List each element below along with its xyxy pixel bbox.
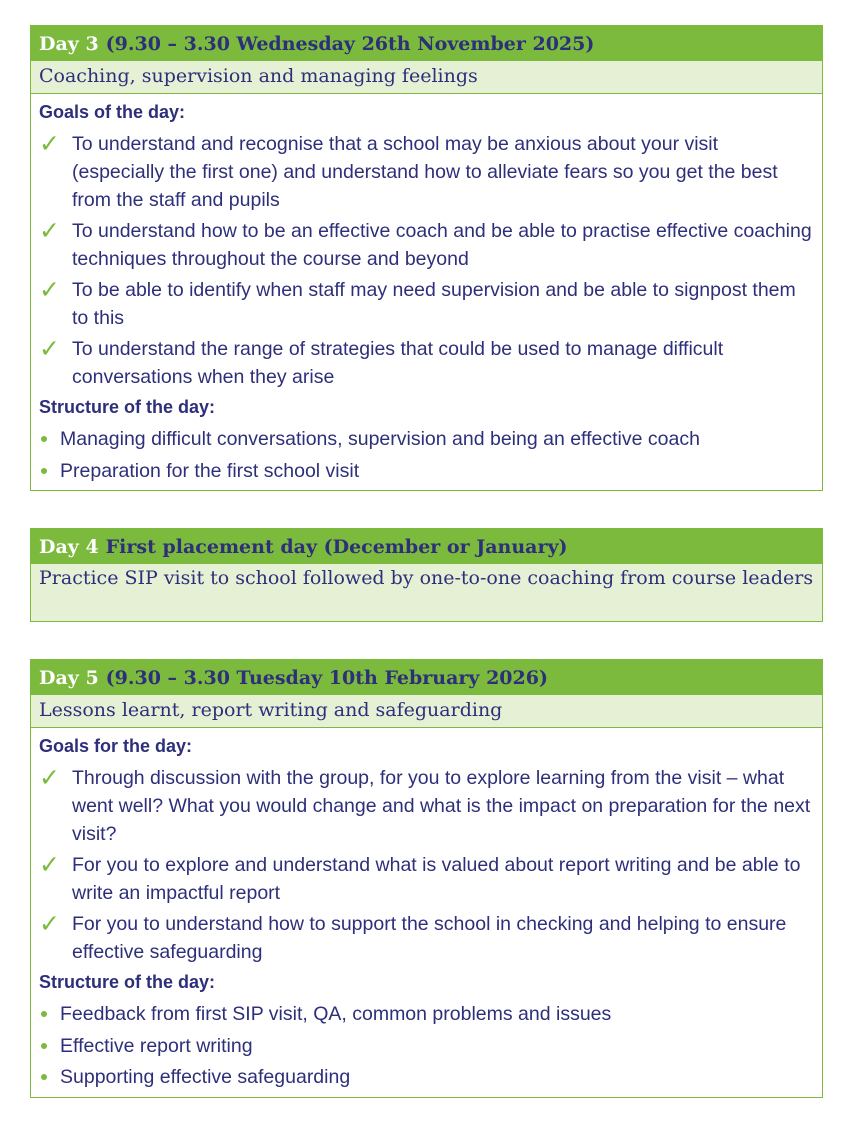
checkmark-icon: ✓ <box>39 850 60 879</box>
bullet-dot-icon <box>41 468 47 474</box>
day-5-card <box>30 659 823 1098</box>
day-5-label: Day 5 <box>39 666 99 689</box>
day-5-goals-label: Goals for the day: <box>39 736 193 756</box>
goal-item: ✓ To understand and recognise that a school may be anxious about your visit (especially the first one) and understand how to alleviate fears so you get the best from the staff and pupils <box>39 129 778 211</box>
day-4-card <box>30 528 823 622</box>
day-3-goals-label: Goals of the day: <box>39 102 186 122</box>
day-4-header <box>31 529 822 564</box>
goal-item: ✓ Through discussion with the group, for you to explore learning from the visit – what went well? What you would change and what is the impact on preparation for the next visit? <box>39 763 811 845</box>
day-3-goals-list <box>39 130 814 391</box>
day-3-structure-list <box>39 425 814 485</box>
structure-item: Managing difficult conversations, supervision and being an effective coach <box>39 425 814 453</box>
checkmark-icon: ✓ <box>39 275 60 304</box>
bullet-dot-icon <box>41 1074 47 1080</box>
bullet-dot-icon <box>41 1011 47 1017</box>
structure-item: Effective report writing <box>39 1032 814 1060</box>
day-4-label: Day 4 <box>39 535 99 558</box>
day-5-structure-list <box>39 1000 814 1091</box>
goal-item: ✓ To understand how to be an effective coach and be able to practise effective coaching techniques throughout the course and beyond <box>39 216 812 270</box>
goal-item: ✓ To understand the range of strategies that could be used to manage difficult conversations when they arise <box>39 334 724 388</box>
checkmark-icon: ✓ <box>39 763 60 792</box>
day-5-subtitle: Lessons learnt, report writing and safeguarding <box>31 695 822 728</box>
day-3-structure-label: Structure of the day: <box>39 397 216 417</box>
bullet-dot-icon <box>41 1043 47 1049</box>
day-3-card <box>30 25 823 491</box>
bullet-dot-icon <box>41 436 47 442</box>
checkmark-icon: ✓ <box>39 334 60 363</box>
day-5-body <box>31 728 822 1091</box>
goal-item: ✓ For you to understand how to support the school in checking and helping to ensure effective safeguarding <box>39 909 787 963</box>
goal-item: ✓ For you to explore and understand what is valued about report writing and be able to write an impactful report <box>39 850 801 904</box>
structure-item: Preparation for the first school visit <box>39 457 814 485</box>
day-5-header <box>31 660 822 695</box>
day-5-date: (9.30 – 3.30 Tuesday 10th February 2026) <box>105 666 548 689</box>
day-4-title: First placement day (December or January) <box>105 535 568 558</box>
day-5-goals-list <box>39 764 814 966</box>
day-4-subtitle: Practice SIP visit to school followed by one-to-one coaching from course leaders <box>31 564 822 621</box>
day-3-body <box>31 94 822 485</box>
checkmark-icon: ✓ <box>39 129 60 158</box>
day-3-label: Day 3 <box>39 32 99 55</box>
structure-item: Supporting effective safeguarding <box>39 1063 814 1091</box>
day-3-subtitle: Coaching, supervision and managing feelings <box>31 61 822 94</box>
day-3-header <box>31 26 822 61</box>
checkmark-icon: ✓ <box>39 216 60 245</box>
goal-item: ✓ To be able to identify when staff may need supervision and be able to signpost them to this <box>39 275 796 329</box>
structure-item: Feedback from first SIP visit, QA, common problems and issues <box>39 1000 814 1028</box>
checkmark-icon: ✓ <box>39 909 60 938</box>
day-3-date: (9.30 – 3.30 Wednesday 26th November 2025) <box>105 32 595 55</box>
day-5-structure-label: Structure of the day: <box>39 972 216 992</box>
